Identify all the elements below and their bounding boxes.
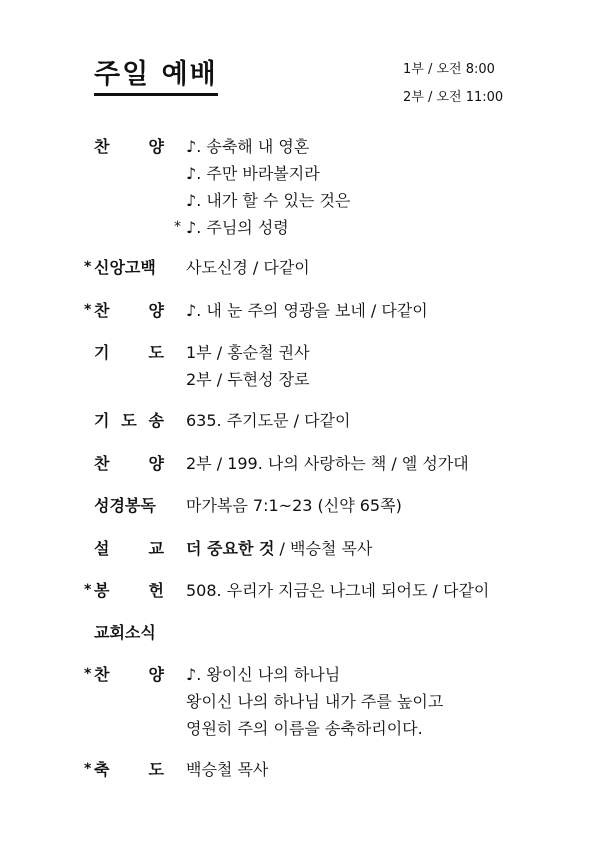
order-line [186, 160, 566, 187]
order-line [186, 535, 566, 562]
order-content [186, 535, 566, 562]
order-label-text: 양 [148, 454, 164, 473]
order-content [174, 133, 566, 241]
order-label-text: 찬 [94, 665, 110, 684]
standing-mark-icon: * [84, 302, 92, 318]
order-label-text: 양 [148, 137, 164, 156]
order-label-text: 양 [148, 665, 164, 684]
order-label [94, 133, 164, 160]
order-label-text: 양 [148, 301, 164, 320]
order-line-text: ♪. 내가 할 수 있는 것은 [186, 191, 351, 210]
order-label [84, 661, 164, 688]
order-label [94, 339, 164, 366]
service-time-2: 2부 / 오전 11:00 [403, 90, 504, 105]
order-content [186, 577, 566, 604]
order-line-text: 영원히 주의 이름을 송축하리이다. [186, 719, 423, 738]
order-line [186, 407, 566, 434]
order-label [84, 297, 164, 324]
order-line-text: ♪. 왕이신 나의 하나님 [186, 665, 341, 684]
order-line-text: 사도신경 / 다같이 [186, 258, 310, 277]
order-content [186, 407, 566, 434]
order-label-text: 도 [121, 411, 137, 430]
order-content [186, 297, 566, 324]
order-line [186, 254, 566, 281]
order-label [84, 756, 164, 783]
order-line-text: ♪. 내 눈 주의 영광을 보네 / 다같이 [186, 301, 428, 320]
page-title: 주일 예배 [94, 58, 218, 96]
order-line-text: 백승철 목사 [186, 760, 269, 779]
order-label-text: 도 [148, 343, 164, 362]
order-content [186, 339, 566, 393]
order-content [186, 756, 566, 783]
order-line-text: 508. 우리가 지금은 나그네 되어도 / 다같이 [186, 581, 490, 600]
order-label [94, 450, 164, 477]
order-line [186, 715, 566, 742]
order-label-text: 기 [94, 343, 110, 362]
order-content [186, 492, 566, 519]
order-line [186, 492, 566, 519]
order-line [186, 756, 566, 783]
order-line-text: ♪. 주님의 성령 [186, 218, 289, 237]
order-content [186, 661, 566, 742]
order-label-text: 찬 [94, 137, 110, 156]
order-label [94, 407, 164, 434]
order-label-text: 기 [94, 411, 110, 430]
order-line-text: 왕이신 나의 하나님 내가 주를 높이고 [186, 692, 444, 711]
order-label-text: 송 [148, 411, 164, 430]
order-line [186, 366, 566, 393]
order-label [84, 254, 164, 281]
order-label [94, 535, 164, 562]
service-time-1: 1부 / 오전 8:00 [403, 62, 495, 77]
order-label-text: 봉 [94, 581, 110, 600]
order-line-text: 2부 / 199. 나의 사랑하는 책 / 엘 성가대 [186, 454, 469, 473]
standing-mark-icon: * [84, 259, 92, 275]
order-content [186, 254, 566, 281]
order-label-text: 설 [94, 539, 110, 558]
order-label-text: 성경봉독 [94, 496, 156, 515]
order-label-text: 도 [148, 760, 164, 779]
order-line-text: 마가복음 7:1~23 (신약 65쪽) [186, 496, 402, 515]
standing-mark-icon: * [84, 666, 92, 682]
order-label-text: 교 [148, 539, 164, 558]
order-line-text: ♪. 송축해 내 영혼 [186, 137, 310, 156]
order-line [186, 577, 566, 604]
order-label-text: 축 [94, 760, 110, 779]
order-label [94, 492, 164, 519]
order-line [174, 214, 566, 241]
order-label-text: 찬 [94, 301, 110, 320]
standing-mark-icon: * [84, 761, 92, 777]
standing-mark-icon: * [84, 582, 92, 598]
order-label-text: 찬 [94, 454, 110, 473]
order-label [94, 619, 164, 646]
order-line [186, 688, 566, 715]
order-line-text: 2부 / 두현성 장로 [186, 370, 310, 389]
order-line-text: ♪. 주만 바라볼지라 [186, 164, 320, 183]
sermon-title: 더 중요한 것 [186, 539, 275, 558]
order-label-text: 교회소식 [94, 623, 156, 642]
order-label-text: 신앙고백 [94, 258, 156, 277]
order-label [84, 577, 164, 604]
order-line [186, 661, 566, 688]
order-line [186, 450, 566, 477]
order-line-text: 1부 / 홍순철 권사 [186, 343, 310, 362]
order-line [186, 339, 566, 366]
order-line-text: / 백승철 목사 [274, 539, 373, 558]
order-content [186, 450, 566, 477]
standing-mark-icon: * [174, 219, 181, 235]
order-line [186, 187, 566, 214]
order-line-text: 635. 주기도문 / 다같이 [186, 411, 351, 430]
order-line [186, 133, 566, 160]
order-label-text: 헌 [148, 581, 164, 600]
order-line [186, 297, 566, 324]
